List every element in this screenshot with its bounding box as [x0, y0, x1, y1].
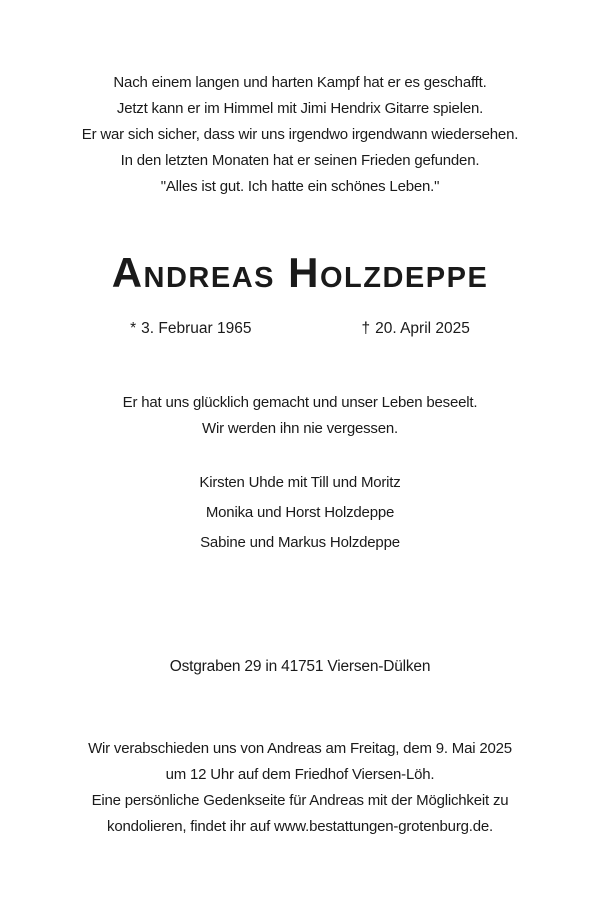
farewell-line: um 12 Uhr auf dem Friedhof Viersen-Löh.: [165, 766, 435, 784]
intro-line: Nach einem langen und harten Kampf hat er es geschafft.: [113, 74, 487, 91]
life-dates: [0, 320, 600, 338]
mourner-line: Sabine und Markus Holzdeppe: [200, 534, 400, 552]
intro-line: In den letzten Monaten hat er seinen Frieden gefunden.: [120, 152, 480, 169]
tribute-text: [0, 390, 600, 442]
death-date-text: 20. April 2025: [375, 320, 470, 338]
tribute-line: Er hat uns glücklich gemacht und unser Leben beseelt.: [122, 394, 478, 412]
intro-verse: [0, 0, 600, 200]
farewell-line: Wir verabschieden uns von Andreas am Freitag, dem 9. Mai 2025: [88, 740, 512, 758]
death-cross-symbol: †: [361, 320, 371, 338]
mourner-line: Monika und Horst Holzdeppe: [205, 504, 395, 522]
intro-line: Er war sich sicher, dass wir uns irgendwo irgendwann wiedersehen.: [81, 126, 519, 143]
farewell-line: Eine persönliche Gedenkseite für Andreas mit der Möglichkeit zu: [91, 792, 509, 810]
birth-date-text: 3. Februar 1965: [141, 320, 252, 338]
mourner-line: Kirsten Uhde mit Till und Moritz: [199, 474, 401, 492]
farewell-line: kondolieren, findet ihr auf www.bestattungen-grotenburg.de.: [107, 818, 493, 836]
home-address: Ostgraben 29 in 41751 Viersen-Dülken: [169, 658, 431, 676]
birth-star-symbol: *: [130, 320, 137, 338]
death-date: [361, 320, 469, 338]
birth-date: [130, 320, 251, 338]
intro-line: "Alles ist gut. Ich hatte ein schönes Leben.": [160, 178, 440, 195]
mourners-list: [0, 468, 600, 558]
farewell-notice: [0, 736, 600, 840]
deceased-name: Andreas Holzdeppe: [111, 249, 489, 296]
intro-line: Jetzt kann er im Himmel mit Jimi Hendrix Gitarre spielen.: [116, 100, 484, 117]
tribute-line: Wir werden ihn nie vergessen.: [202, 420, 398, 438]
